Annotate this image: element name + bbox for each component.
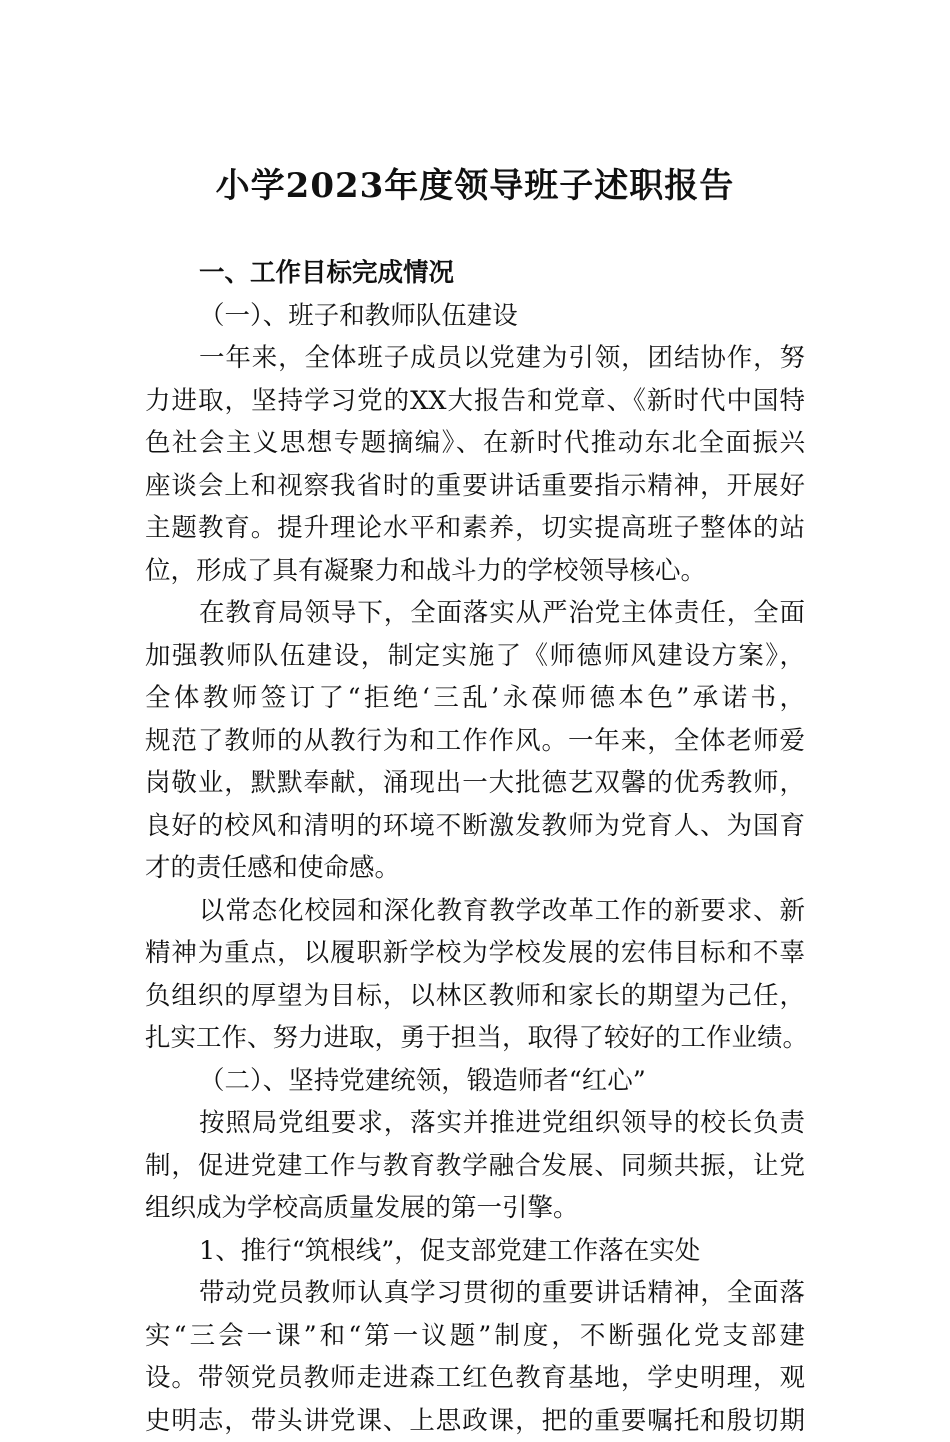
paragraph-line: 位，形成了具有凝聚力和战斗力的学校领导核心。 [145,550,805,593]
paragraph-line: 主题教育。提升理论水平和素养，切实提高班子整体的站 [145,507,805,550]
paragraph-line: 精神为重点，以履职新学校为学校发展的宏伟目标和不辜 [145,932,805,975]
subsection-heading: 1、推行“筑根线”，促支部党建工作落在实处 [145,1230,805,1273]
paragraph-line: 才的责任感和使命感。 [145,847,805,890]
paragraph-line: 制，促进党建工作与教育教学融合发展、同频共振，让党 [145,1145,805,1188]
paragraph-line: 按照局党组要求，落实并推进党组织领导的校长负责 [145,1102,805,1145]
paragraph-line: 在教育局领导下，全面落实从严治党主体责任，全面 [145,592,805,635]
paragraph-line: 一年来，全体班子成员以党建为引领，团结协作，努 [145,337,805,380]
document-body [145,252,805,1442]
document-title: 小学2023年度领导班子述职报告 [0,160,950,212]
paragraph-line: 设。带领党员教师走进森工红色教育基地，学史明理，观 [145,1357,805,1400]
section-heading: 一、工作目标完成情况 [145,252,805,295]
paragraph-line: 全体教师签订了“拒绝‘三乱’永葆师德本色”承诺书， [145,677,805,720]
paragraph-line: 组织成为学校高质量发展的第一引擎。 [145,1187,805,1230]
paragraph-line: 规范了教师的从教行为和工作作风。一年来，全体老师爱 [145,720,805,763]
paragraph-line: 负组织的厚望为目标，以林区教师和家长的期望为己任， [145,975,805,1018]
paragraph-line: 色社会主义思想专题摘编》、在新时代推动东北全面振兴 [145,422,805,465]
paragraph-line: 以常态化校园和深化教育教学改革工作的新要求、新 [145,890,805,933]
paragraph-line: 扎实工作、努力进取，勇于担当，取得了较好的工作业绩。 [145,1017,805,1060]
paragraph-line: 加强教师队伍建设，制定实施了《师德师风建设方案》， [145,635,805,678]
paragraph-line: 实“三会一课”和“第一议题”制度，不断强化党支部建 [145,1315,805,1358]
paragraph-line: 带动党员教师认真学习贯彻的重要讲话精神，全面落 [145,1272,805,1315]
subsection-heading: （一）、班子和教师队伍建设 [145,295,805,338]
subsection-heading: （二）、坚持党建统领，锻造师者“红心” [145,1060,805,1103]
paragraph-line: 座谈会上和视察我省时的重要讲话重要指示精神，开展好 [145,465,805,508]
paragraph-line: 良好的校风和清明的环境不断激发教师为党育人、为国育 [145,805,805,848]
paragraph-line: 史明志，带头讲党课、上思政课，把的重要嘱托和殷切期 [145,1400,805,1442]
paragraph-line: 岗敬业，默默奉献，涌现出一大批德艺双馨的优秀教师， [145,762,805,805]
paragraph-line: 力进取，坚持学习党的XX大报告和党章、《新时代中国特 [145,380,805,423]
